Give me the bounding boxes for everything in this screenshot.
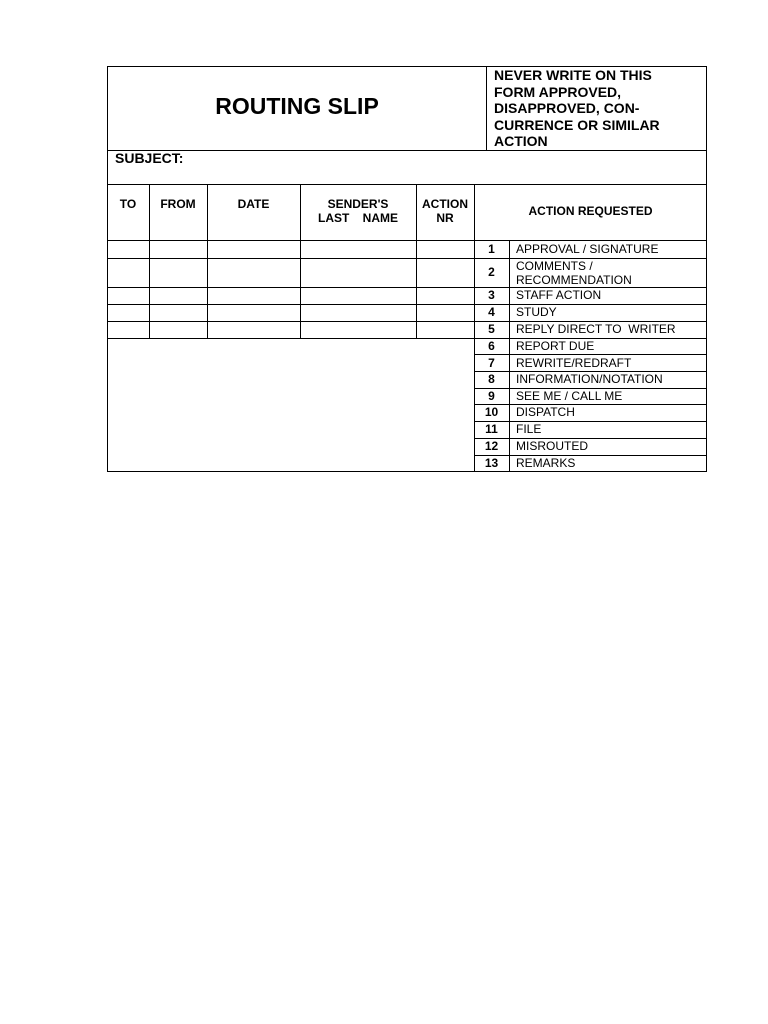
action-nr: 11 [485, 422, 498, 436]
action-label: APPROVAL / SIGNATURE [516, 242, 659, 256]
action-nr: 5 [488, 322, 495, 336]
row-line [107, 338, 707, 339]
header-sender-last-name [300, 198, 416, 225]
warning-line: DISAPPROVED, CON- [494, 100, 640, 117]
action-label: STUDY [516, 305, 557, 319]
action-nr: 6 [488, 339, 495, 353]
action-nr: 12 [484, 439, 499, 453]
header-date: DATE [237, 197, 270, 211]
action-nr: 2 [488, 265, 495, 279]
row-line [107, 304, 707, 305]
action-nr: 3 [488, 288, 495, 302]
action-label: REWRITE/REDRAFT [516, 356, 632, 370]
routing-slip-form [107, 66, 707, 472]
action-label: SEE ME / CALL ME [516, 389, 623, 403]
action-label: INFORMATION/NOTATION [516, 372, 663, 386]
action-label: REPLY DIRECT TO WRITER [516, 322, 676, 336]
header-action-nr [416, 198, 474, 225]
header-bottom-line [107, 240, 707, 241]
warning-line: CURRENCE OR SIMILAR [494, 116, 660, 133]
action-nr: 8 [488, 372, 495, 386]
action-label: DISPATCH [516, 405, 575, 419]
action-nr: 7 [488, 356, 495, 370]
action-nr: 13 [484, 456, 499, 470]
action-label: REPORT DUE [516, 339, 595, 353]
action-label: REMARKS [516, 456, 576, 470]
header-from: FROM [160, 197, 196, 211]
subject-label: SUBJECT: [115, 150, 184, 166]
header-sender-line1: SENDER'S [327, 197, 389, 211]
form-title: ROUTING SLIP [215, 93, 379, 119]
action-label: MISROUTED [516, 439, 588, 453]
form-border-right [706, 66, 707, 472]
row-line [107, 287, 707, 288]
header-action-requested: ACTION REQUESTED [528, 204, 653, 218]
subject-bottom-line [107, 184, 707, 185]
title-bottom-line [107, 150, 707, 151]
action-label-line2: RECOMMENDATION [516, 273, 632, 287]
warning-line: ACTION [494, 133, 548, 150]
header-sender-line2: LAST NAME [318, 210, 398, 225]
form-border-bottom [107, 471, 707, 472]
action-label: COMMENTS / [516, 259, 593, 273]
action-label: FILE [516, 422, 542, 436]
action-nr: 10 [484, 405, 499, 419]
warning-line: NEVER WRITE ON THIS [494, 67, 652, 83]
warning-notice [494, 67, 660, 150]
header-action-nr-line2: NR [436, 210, 454, 225]
row-line [474, 354, 707, 355]
warning-line: FORM APPROVED, [494, 83, 622, 100]
action-nr: 9 [488, 389, 495, 403]
row-line [107, 258, 707, 259]
action-label: STAFF ACTION [516, 288, 602, 302]
header-to: TO [119, 197, 137, 211]
header-action-nr-line1: ACTION [422, 197, 468, 211]
action-nr: 4 [488, 305, 495, 319]
action-nr: 1 [488, 242, 495, 256]
form-border-left [107, 66, 108, 472]
